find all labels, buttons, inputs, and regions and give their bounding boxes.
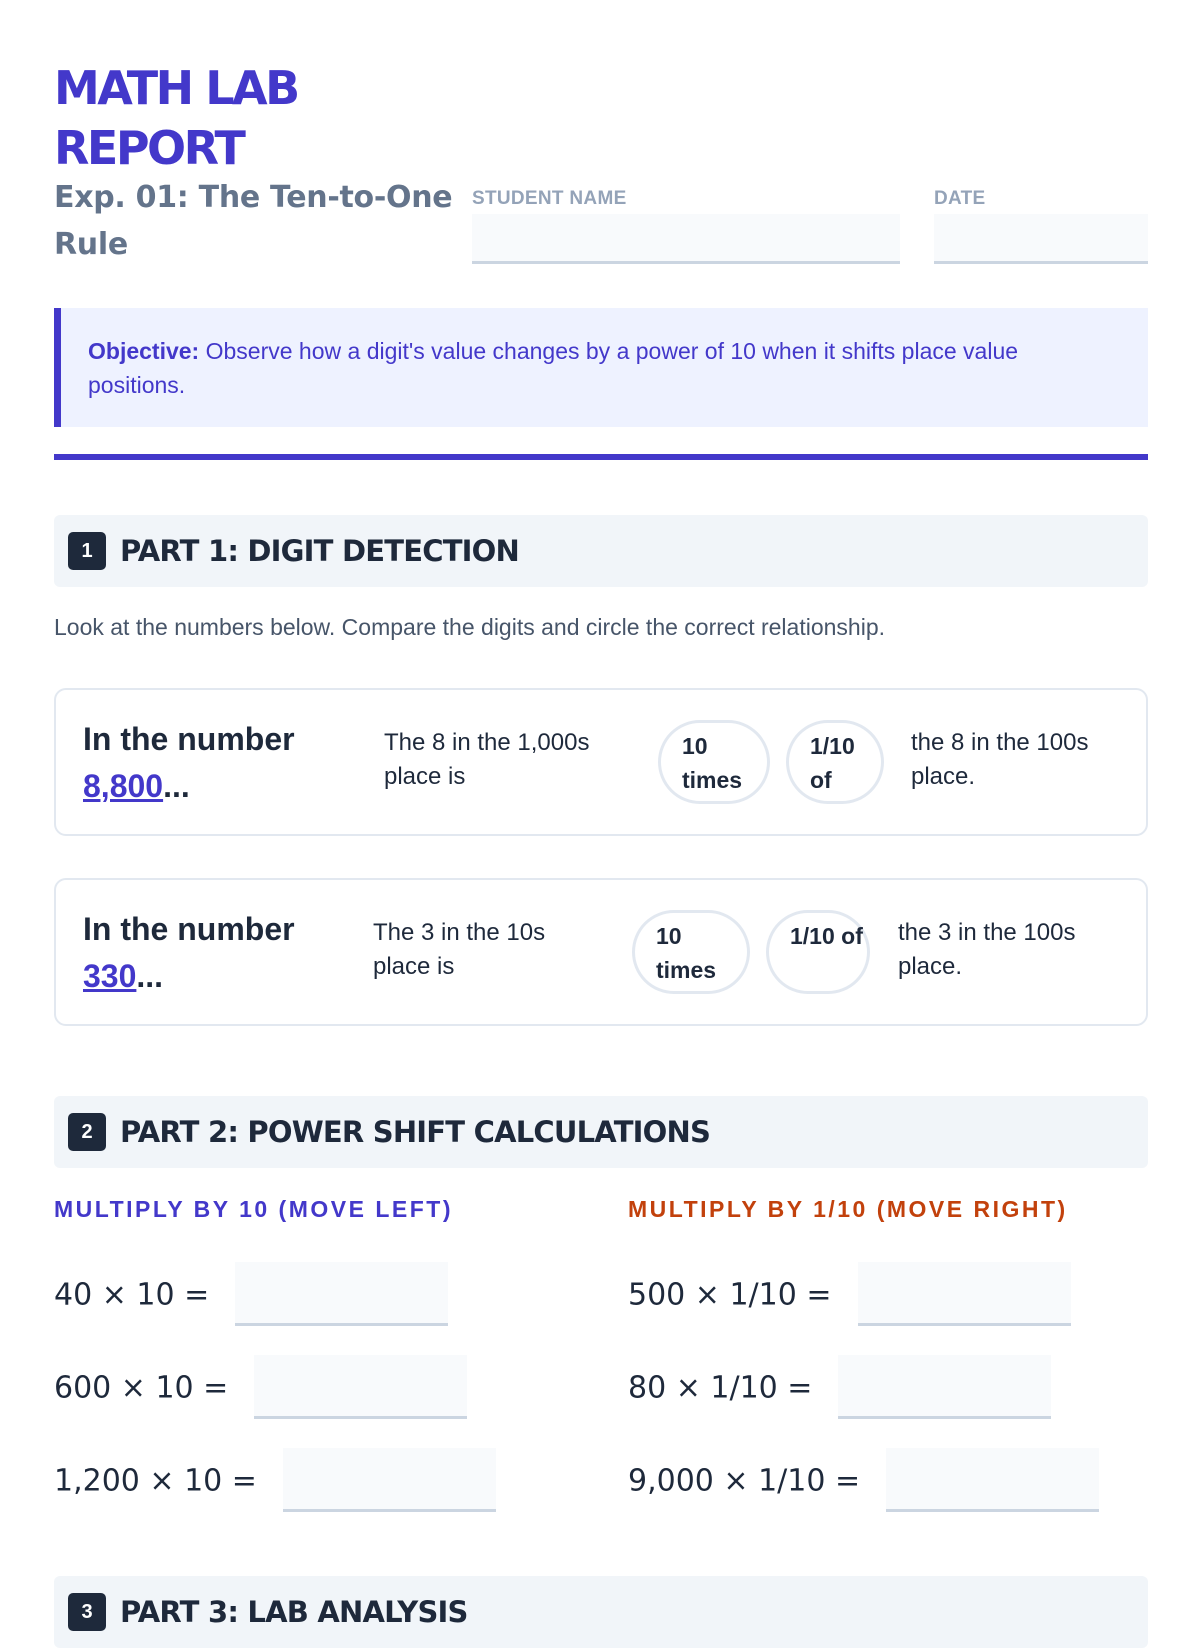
card-number: 8,800 (83, 768, 164, 804)
date-label: DATE (934, 188, 986, 209)
part3-title: PART 3: LAB ANALYSIS (120, 1595, 468, 1629)
section-divider (54, 454, 1148, 460)
card-number: 330 (83, 958, 137, 994)
answer-field[interactable] (283, 1448, 496, 1512)
part2-header (54, 1096, 1148, 1168)
problem-row (628, 1357, 1051, 1421)
multiply-by-tenth-heading: MULTIPLY BY 1/10 (MOVE RIGHT) (628, 1196, 1068, 1222)
problem-row (54, 1357, 467, 1421)
problem-text: 40 × 10 = (54, 1277, 210, 1313)
part3-header (54, 1576, 1148, 1648)
multiply-by-10-heading: MULTIPLY BY 10 (MOVE LEFT) (54, 1196, 453, 1222)
card-statement: The 8 in the 1,000s place is (384, 729, 590, 790)
card-lead (83, 906, 295, 1000)
part1-number-badge: 1 (68, 532, 106, 570)
answer-field[interactable] (838, 1355, 1051, 1419)
part1-title: PART 1: DIGIT DETECTION (120, 534, 519, 568)
answer-field[interactable] (235, 1262, 448, 1326)
problem-text: 80 × 1/10 = (628, 1370, 813, 1406)
card-tail: the 3 in the 100s place. (898, 919, 1076, 980)
option-1-10-of[interactable]: 1/10 of (786, 720, 884, 804)
digit-detection-card (54, 688, 1148, 836)
objective-label: Objective: (88, 338, 200, 364)
part3-number-badge: 3 (68, 1593, 106, 1631)
title-line-2: REPORT (54, 121, 244, 175)
page-title (54, 58, 298, 178)
objective-text: Observe how a digit's value changes by a power of 10 when it shifts place value positions. (88, 338, 1019, 398)
problem-text: 9,000 × 1/10 = (628, 1463, 861, 1499)
part1-instructions: Look at the numbers below. Compare the digits and circle the correct relationship. (54, 614, 885, 640)
answer-field[interactable] (858, 1262, 1071, 1326)
part2-title: PART 2: POWER SHIFT CALCULATIONS (120, 1115, 711, 1149)
answer-field[interactable] (254, 1355, 467, 1419)
problem-row (628, 1264, 1071, 1328)
problem-text: 1,200 × 10 = (54, 1463, 257, 1499)
option-1-10-of[interactable]: 1/10 of (766, 910, 870, 994)
card-statement: The 3 in the 10s place is (373, 919, 546, 980)
student-name-label: STUDENT NAME (472, 188, 627, 209)
card-lead (83, 716, 295, 810)
digit-detection-card (54, 878, 1148, 1026)
lab-report-page (54, 0, 1148, 1629)
problem-text: 600 × 10 = (54, 1370, 229, 1406)
problem-row (54, 1264, 448, 1328)
problem-row (628, 1450, 1099, 1514)
card-ellipsis: ... (136, 958, 164, 994)
answer-field[interactable] (886, 1448, 1099, 1512)
part1-header (54, 515, 1148, 587)
objective-callout (54, 308, 1148, 427)
part2-number-badge: 2 (68, 1113, 106, 1151)
problem-text: 500 × 1/10 = (628, 1277, 832, 1313)
student-name-field[interactable] (472, 214, 900, 264)
option-10-times[interactable]: 10 times (658, 720, 770, 804)
card-lead-text: In the number (83, 721, 295, 757)
card-ellipsis: ... (163, 768, 190, 804)
experiment-subtitle: Exp. 01: The Ten-to-One Rule (54, 180, 453, 262)
title-line-1: MATH LAB (54, 61, 298, 115)
card-lead-text: In the number (83, 911, 295, 947)
option-10-times[interactable]: 10 times (632, 910, 750, 994)
problem-row (54, 1450, 496, 1514)
date-field[interactable] (934, 214, 1148, 264)
card-tail: the 8 in the 100s place. (911, 729, 1089, 790)
